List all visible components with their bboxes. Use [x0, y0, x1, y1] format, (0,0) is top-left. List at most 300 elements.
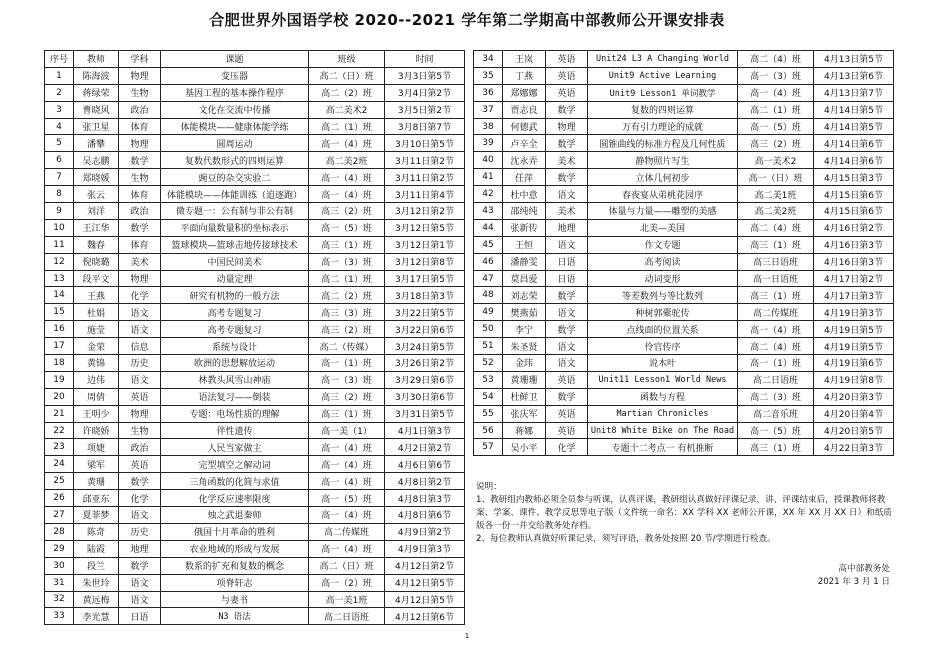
- cell-time: 3月22日第5节: [385, 304, 465, 321]
- cell-time: 4月15日第6节: [814, 203, 894, 220]
- cell-time: 3月17日第5节: [385, 270, 465, 287]
- cell-index: 46: [474, 253, 503, 270]
- cell-index: 12: [45, 253, 74, 270]
- table-row: [45, 338, 465, 355]
- cell-teacher: 项婕: [74, 439, 119, 456]
- cell-index: 40: [474, 152, 503, 169]
- cell-teacher: 郑晓媛: [74, 169, 119, 186]
- cell-time: 4月16日第3节: [814, 253, 894, 270]
- cell-index: 48: [474, 287, 503, 304]
- cell-subject: 语文: [546, 304, 588, 321]
- cell-class: 高一（4）班: [309, 439, 385, 456]
- cell-time: 3月22日第6节: [385, 321, 465, 338]
- cell-topic: 豌豆的杂交实验二: [161, 169, 309, 186]
- table-row: [45, 287, 465, 304]
- cell-class: 高一（日）班: [738, 169, 814, 186]
- cell-topic: 与妻书: [161, 591, 309, 608]
- cell-time: 3月12日第2节: [385, 203, 465, 220]
- cell-topic: 农业地域的形成与发展: [161, 540, 309, 557]
- table-row: [474, 388, 894, 405]
- cell-time: 4月2日第2节: [385, 439, 465, 456]
- cell-class: 高三（2）班: [738, 135, 814, 152]
- table-row: [474, 439, 894, 456]
- cell-subject: 英语: [546, 422, 588, 439]
- table-row: [474, 287, 894, 304]
- table-row: [45, 270, 465, 287]
- cell-class: 高二美1班: [738, 186, 814, 203]
- cell-time: 4月14日第6节: [814, 152, 894, 169]
- cell-class: 高二美2班: [309, 152, 385, 169]
- cell-index: 54: [474, 388, 503, 405]
- notes-section: [476, 481, 896, 546]
- notes-item-1: 1、教研组内教师必须全员参与听课，认真评课，教研组认真做好评课记录，讲、评课结束后，授课教师将教案、学案、课件、教学反思等电子版（文件统一命名：XX 学科 XX 老师公开课，XX 年 XX 月 XX 日）和纸质版各一份一并交给教务处存档。: [476, 495, 892, 531]
- cell-teacher: 王燕: [74, 287, 119, 304]
- cell-teacher: 张庆军: [503, 405, 546, 422]
- cell-topic: Unit9 Lesson1 单词教学: [588, 84, 738, 101]
- header-time: 时间: [385, 51, 465, 68]
- cell-class: 高二（1）班: [738, 101, 814, 118]
- table-row: [45, 422, 465, 439]
- cell-topic: 等差数列与等比数列: [588, 287, 738, 304]
- table-row: [45, 186, 465, 203]
- cell-topic: 系统与设计: [161, 338, 309, 355]
- notes-item-2: 2、每位教师认真做好听课记录，须写评语，教务处按照 20 节/学期进行检查。: [476, 534, 776, 544]
- cell-class: 高一（4）班: [309, 186, 385, 203]
- cell-subject: 语文: [546, 236, 588, 253]
- signature-block: [818, 563, 890, 589]
- cell-teacher: 吴志鹏: [74, 152, 119, 169]
- cell-subject: 语文: [546, 338, 588, 355]
- cell-topic: 高考阅读: [588, 253, 738, 270]
- table-row: [45, 203, 465, 220]
- cell-subject: 数学: [119, 219, 161, 236]
- cell-topic: 基因工程的基本操作程序: [161, 84, 309, 101]
- table-row: [474, 236, 894, 253]
- cell-subject: 英语: [119, 388, 161, 405]
- cell-class: 高二日语班: [738, 371, 814, 388]
- cell-class: 高二（1）班: [309, 270, 385, 287]
- cell-class: 高二（3）班: [738, 388, 814, 405]
- cell-subject: 体育: [119, 118, 161, 135]
- cell-subject: 历史: [119, 355, 161, 372]
- table-row: [45, 507, 465, 524]
- cell-class: 高一（5）班: [738, 118, 814, 135]
- cell-index: 41: [474, 169, 503, 186]
- cell-time: 3月11日第2节: [385, 152, 465, 169]
- cell-subject: 数学: [119, 152, 161, 169]
- cell-topic: 复数代数形式的四则运算: [161, 152, 309, 169]
- cell-topic: 变压器: [161, 67, 309, 84]
- cell-teacher: 李宁: [503, 321, 546, 338]
- cell-index: 7: [45, 169, 74, 186]
- cell-subject: 地理: [546, 219, 588, 236]
- cell-teacher: 金玮: [503, 355, 546, 372]
- table-row: [474, 371, 894, 388]
- cell-class: 高三（1）班: [738, 439, 814, 456]
- cell-subject: 数学: [546, 321, 588, 338]
- table-row: [45, 439, 465, 456]
- cell-index: 57: [474, 439, 503, 456]
- cell-index: 21: [45, 405, 74, 422]
- table-row: [474, 338, 894, 355]
- cell-class: 高二（4）班: [738, 338, 814, 355]
- cell-teacher: 段平文: [74, 270, 119, 287]
- table-row: [45, 118, 465, 135]
- cell-time: 4月15日第3节: [814, 169, 894, 186]
- cell-class: 高二（2）班: [309, 84, 385, 101]
- cell-topic: Unit8 White Bike on The Road: [588, 422, 738, 439]
- cell-time: 4月17日第3节: [814, 287, 894, 304]
- header-subject: 学科: [119, 51, 161, 68]
- cell-subject: 物理: [546, 118, 588, 135]
- cell-time: 3月29日第6节: [385, 371, 465, 388]
- cell-teacher: 黄锦: [74, 355, 119, 372]
- cell-time: 4月13日第5节: [814, 51, 894, 68]
- cell-teacher: 朱圣贤: [503, 338, 546, 355]
- cell-teacher: 施莹: [74, 321, 119, 338]
- cell-index: 2: [45, 84, 74, 101]
- cell-index: 5: [45, 135, 74, 152]
- cell-class: 高一（1）班: [738, 355, 814, 372]
- table-row: [45, 219, 465, 236]
- cell-subject: 数学: [546, 388, 588, 405]
- table-row: [474, 355, 894, 372]
- cell-class: 高二美2班: [738, 203, 814, 220]
- table-row: [45, 574, 465, 591]
- cell-teacher: 王明少: [74, 405, 119, 422]
- cell-subject: 美术: [119, 253, 161, 270]
- table-row: [45, 236, 465, 253]
- cell-subject: 数学: [119, 473, 161, 490]
- cell-time: 4月19日第5节: [814, 338, 894, 355]
- table-row: [45, 591, 465, 608]
- cell-topic: 复数的四则运算: [588, 101, 738, 118]
- table-row: [45, 557, 465, 574]
- table-row: [474, 253, 894, 270]
- cell-class: 高一（5）班: [309, 219, 385, 236]
- cell-index: 55: [474, 405, 503, 422]
- cell-teacher: 张新传: [503, 219, 546, 236]
- cell-subject: 语文: [119, 371, 161, 388]
- cell-subject: 数学: [546, 287, 588, 304]
- cell-teacher: 沈永弄: [503, 152, 546, 169]
- cell-subject: 数学: [546, 169, 588, 186]
- cell-teacher: 杜鲜卫: [503, 388, 546, 405]
- cell-topic: 伴性遗传: [161, 422, 309, 439]
- cell-topic: 动词变形: [588, 270, 738, 287]
- cell-time: 4月12日第2节: [385, 557, 465, 574]
- cell-index: 29: [45, 540, 74, 557]
- cell-class: 高一（3）班: [738, 67, 814, 84]
- table-row: [474, 219, 894, 236]
- cell-time: 4月20日第4节: [814, 405, 894, 422]
- schedule-table-left: [44, 50, 465, 625]
- cell-teacher: 邵纯纯: [503, 203, 546, 220]
- cell-index: 44: [474, 219, 503, 236]
- cell-index: 18: [45, 355, 74, 372]
- cell-time: 4月16日第2节: [814, 219, 894, 236]
- cell-class: 高三（2）班: [309, 388, 385, 405]
- cell-index: 13: [45, 270, 74, 287]
- cell-subject: 化学: [546, 439, 588, 456]
- cell-subject: 数学: [546, 135, 588, 152]
- cell-subject: 物理: [119, 67, 161, 84]
- cell-teacher: 杜娟: [74, 304, 119, 321]
- cell-index: 32: [45, 591, 74, 608]
- cell-time: 4月8日第6节: [385, 507, 465, 524]
- table-row: [45, 608, 465, 625]
- table-row: [45, 371, 465, 388]
- signature-date: 2021 年 3 月 1 日: [817, 577, 890, 587]
- table-row: [474, 203, 894, 220]
- cell-topic: 函数与方程: [588, 388, 738, 405]
- cell-class: 高二日语班: [309, 608, 385, 625]
- cell-subject: 语文: [119, 321, 161, 338]
- cell-subject: 化学: [119, 490, 161, 507]
- cell-subject: 政治: [119, 203, 161, 220]
- table-row: [474, 101, 894, 118]
- cell-index: 25: [45, 473, 74, 490]
- cell-time: 4月17日第2节: [814, 270, 894, 287]
- cell-subject: 英语: [546, 405, 588, 422]
- cell-topic: 圆锥曲线的标准方程及几何性质: [588, 135, 738, 152]
- table-row: [474, 304, 894, 321]
- cell-subject: 生物: [119, 84, 161, 101]
- cell-index: 36: [474, 84, 503, 101]
- cell-subject: 数学: [119, 557, 161, 574]
- cell-topic: 微专题一：公有制与非公有制: [161, 203, 309, 220]
- cell-class: 高一美（1）: [309, 422, 385, 439]
- table-row: [45, 355, 465, 372]
- table-row: [45, 388, 465, 405]
- cell-class: 高二（4）班: [738, 219, 814, 236]
- cell-teacher: 张卫星: [74, 118, 119, 135]
- cell-teacher: 朱世玲: [74, 574, 119, 591]
- cell-teacher: 王恒: [503, 236, 546, 253]
- cell-index: 33: [45, 608, 74, 625]
- cell-index: 39: [474, 135, 503, 152]
- cell-topic: 研究有机物的一般方法: [161, 287, 309, 304]
- table-row: [474, 135, 894, 152]
- cell-subject: 体育: [119, 186, 161, 203]
- cell-topic: 静物照片写生: [588, 152, 738, 169]
- cell-time: 4月12日第5节: [385, 591, 465, 608]
- cell-index: 8: [45, 186, 74, 203]
- cell-time: 3月30日第6节: [385, 388, 465, 405]
- cell-class: 高二（日）班: [309, 67, 385, 84]
- cell-class: 高三日语班: [738, 253, 814, 270]
- cell-index: 17: [45, 338, 74, 355]
- cell-teacher: 陈奇: [74, 523, 119, 540]
- cell-class: 高二（1）班: [309, 118, 385, 135]
- cell-index: 49: [474, 304, 503, 321]
- cell-subject: 体育: [119, 236, 161, 253]
- cell-index: 22: [45, 422, 74, 439]
- signature-dept: 高中部教务处: [838, 564, 890, 574]
- notes-heading: 说明：: [476, 482, 502, 492]
- cell-topic: 俄国十月革命的胜利: [161, 523, 309, 540]
- cell-class: 高一（1）班: [309, 355, 385, 372]
- cell-class: 高一（3）班: [309, 371, 385, 388]
- cell-teacher: 吴小平: [503, 439, 546, 456]
- cell-subject: 信息: [119, 338, 161, 355]
- cell-time: 3月12日第8节: [385, 253, 465, 270]
- cell-class: 高三（3）班: [309, 304, 385, 321]
- cell-teacher: 魏春: [74, 236, 119, 253]
- cell-class: 高二（4）班: [738, 51, 814, 68]
- cell-subject: 英语: [546, 67, 588, 84]
- cell-subject: 英语: [546, 371, 588, 388]
- cell-subject: 日语: [546, 253, 588, 270]
- cell-subject: 英语: [546, 84, 588, 101]
- cell-topic: 烛之武退秦师: [161, 507, 309, 524]
- table-row: [45, 152, 465, 169]
- cell-topic: 圆周运动: [161, 135, 309, 152]
- table-row: [474, 186, 894, 203]
- cell-class: 高一（4）班: [738, 84, 814, 101]
- cell-index: 51: [474, 338, 503, 355]
- cell-time: 4月8日第3节: [385, 490, 465, 507]
- cell-index: 35: [474, 67, 503, 84]
- cell-time: 3月3日第5节: [385, 67, 465, 84]
- cell-subject: 政治: [119, 101, 161, 118]
- cell-subject: 物理: [119, 405, 161, 422]
- cell-topic: Unit11 Lesson1 World News: [588, 371, 738, 388]
- cell-subject: 英语: [546, 51, 588, 68]
- table-row: [45, 304, 465, 321]
- cell-topic: 项脊轩志: [161, 574, 309, 591]
- cell-time: 3月4日第2节: [385, 84, 465, 101]
- table-row: [474, 321, 894, 338]
- cell-topic: 万有引力理论的成就: [588, 118, 738, 135]
- cell-topic: 语法复习——倒装: [161, 388, 309, 405]
- cell-class: 高二传媒班: [738, 304, 814, 321]
- cell-teacher: 丁燕: [503, 67, 546, 84]
- cell-subject: 物理: [119, 135, 161, 152]
- cell-index: 43: [474, 203, 503, 220]
- cell-class: 高三（2）班: [309, 203, 385, 220]
- cell-subject: 地理: [119, 540, 161, 557]
- cell-class: 高二（传媒）: [309, 338, 385, 355]
- cell-teacher: 倪晓璐: [74, 253, 119, 270]
- cell-index: 6: [45, 152, 74, 169]
- cell-index: 14: [45, 287, 74, 304]
- cell-index: 38: [474, 118, 503, 135]
- table-row: [45, 169, 465, 186]
- cell-class: 高三（1）班: [738, 236, 814, 253]
- cell-time: 4月14日第5节: [814, 101, 894, 118]
- cell-index: 20: [45, 388, 74, 405]
- cell-teacher: 段兰: [74, 557, 119, 574]
- cell-class: 高三（2）班: [309, 321, 385, 338]
- cell-teacher: 许晓娇: [74, 422, 119, 439]
- cell-index: 27: [45, 507, 74, 524]
- cell-subject: 化学: [119, 287, 161, 304]
- table-row: [45, 540, 465, 557]
- cell-subject: 数学: [546, 101, 588, 118]
- cell-teacher: 王岚: [503, 51, 546, 68]
- table-row: [474, 169, 894, 186]
- cell-index: 56: [474, 422, 503, 439]
- table-row: [45, 405, 465, 422]
- cell-teacher: 陈海波: [74, 67, 119, 84]
- cell-teacher: 边伟: [74, 371, 119, 388]
- table-row: [45, 456, 465, 473]
- cell-teacher: 樊燕茹: [503, 304, 546, 321]
- cell-class: 高三（1）班: [309, 236, 385, 253]
- cell-index: 16: [45, 321, 74, 338]
- cell-topic: 高考专题复习: [161, 321, 309, 338]
- cell-time: 4月6日第6节: [385, 456, 465, 473]
- cell-topic: 体能模块——体能训练（追逐跑）: [161, 186, 309, 203]
- cell-teacher: 何德武: [503, 118, 546, 135]
- cell-index: 1: [45, 67, 74, 84]
- table-row: [474, 51, 894, 68]
- table-row: [474, 118, 894, 135]
- table-header-row: [45, 51, 465, 68]
- cell-teacher: 邱亚东: [74, 490, 119, 507]
- cell-teacher: 黄珊: [74, 473, 119, 490]
- header-index: 序号: [45, 51, 74, 68]
- cell-subject: 语文: [546, 355, 588, 372]
- cell-time: 4月13日第7节: [814, 84, 894, 101]
- cell-teacher: 李光慧: [74, 608, 119, 625]
- cell-time: 4月16日第3节: [814, 236, 894, 253]
- cell-topic: 三角函数的化简与求值: [161, 473, 309, 490]
- cell-teacher: 刘志荣: [503, 287, 546, 304]
- cell-time: 3月11日第2节: [385, 169, 465, 186]
- cell-topic: 人民当家做主: [161, 439, 309, 456]
- table-row: [45, 135, 465, 152]
- cell-subject: 语文: [546, 186, 588, 203]
- cell-index: 42: [474, 186, 503, 203]
- cell-class: 高一（4）班: [309, 456, 385, 473]
- table-row: [474, 405, 894, 422]
- cell-time: 4月13日第6节: [814, 67, 894, 84]
- cell-teacher: 曹晓风: [74, 101, 119, 118]
- cell-subject: 日语: [546, 270, 588, 287]
- cell-topic: Unit9 Active Learning: [588, 67, 738, 84]
- cell-topic: N3 语法: [161, 608, 309, 625]
- cell-topic: 伶官传序: [588, 338, 738, 355]
- cell-class: 高一美1班: [309, 591, 385, 608]
- cell-subject: 生物: [119, 169, 161, 186]
- cell-topic: 点线面的位置关系: [588, 321, 738, 338]
- cell-topic: 种树郭橐驼传: [588, 304, 738, 321]
- cell-index: 37: [474, 101, 503, 118]
- cell-time: 4月12日第6节: [385, 608, 465, 625]
- cell-subject: 生物: [119, 422, 161, 439]
- cell-index: 19: [45, 371, 74, 388]
- cell-time: 4月19日第8节: [814, 371, 894, 388]
- cell-topic: 完型填空之解动词: [161, 456, 309, 473]
- schedule-table-right: [473, 50, 894, 456]
- cell-subject: 英语: [119, 456, 161, 473]
- cell-index: 15: [45, 304, 74, 321]
- cell-index: 30: [45, 557, 74, 574]
- cell-teacher: 贾志良: [503, 101, 546, 118]
- cell-time: 3月12日第1节: [385, 236, 465, 253]
- cell-class: 高一（4）班: [309, 507, 385, 524]
- cell-subject: 物理: [119, 270, 161, 287]
- table-row: [45, 523, 465, 540]
- cell-subject: 语文: [119, 304, 161, 321]
- document-title: 合肥世界外国语学校 2020--2021 学年第二学期高中部教师公开课安排表: [209, 11, 725, 29]
- cell-topic: 欧洲的思想解放运动: [161, 355, 309, 372]
- cell-teacher: 蒋绿荣: [74, 84, 119, 101]
- cell-teacher: 杜中意: [503, 186, 546, 203]
- header-teacher: 教师: [74, 51, 119, 68]
